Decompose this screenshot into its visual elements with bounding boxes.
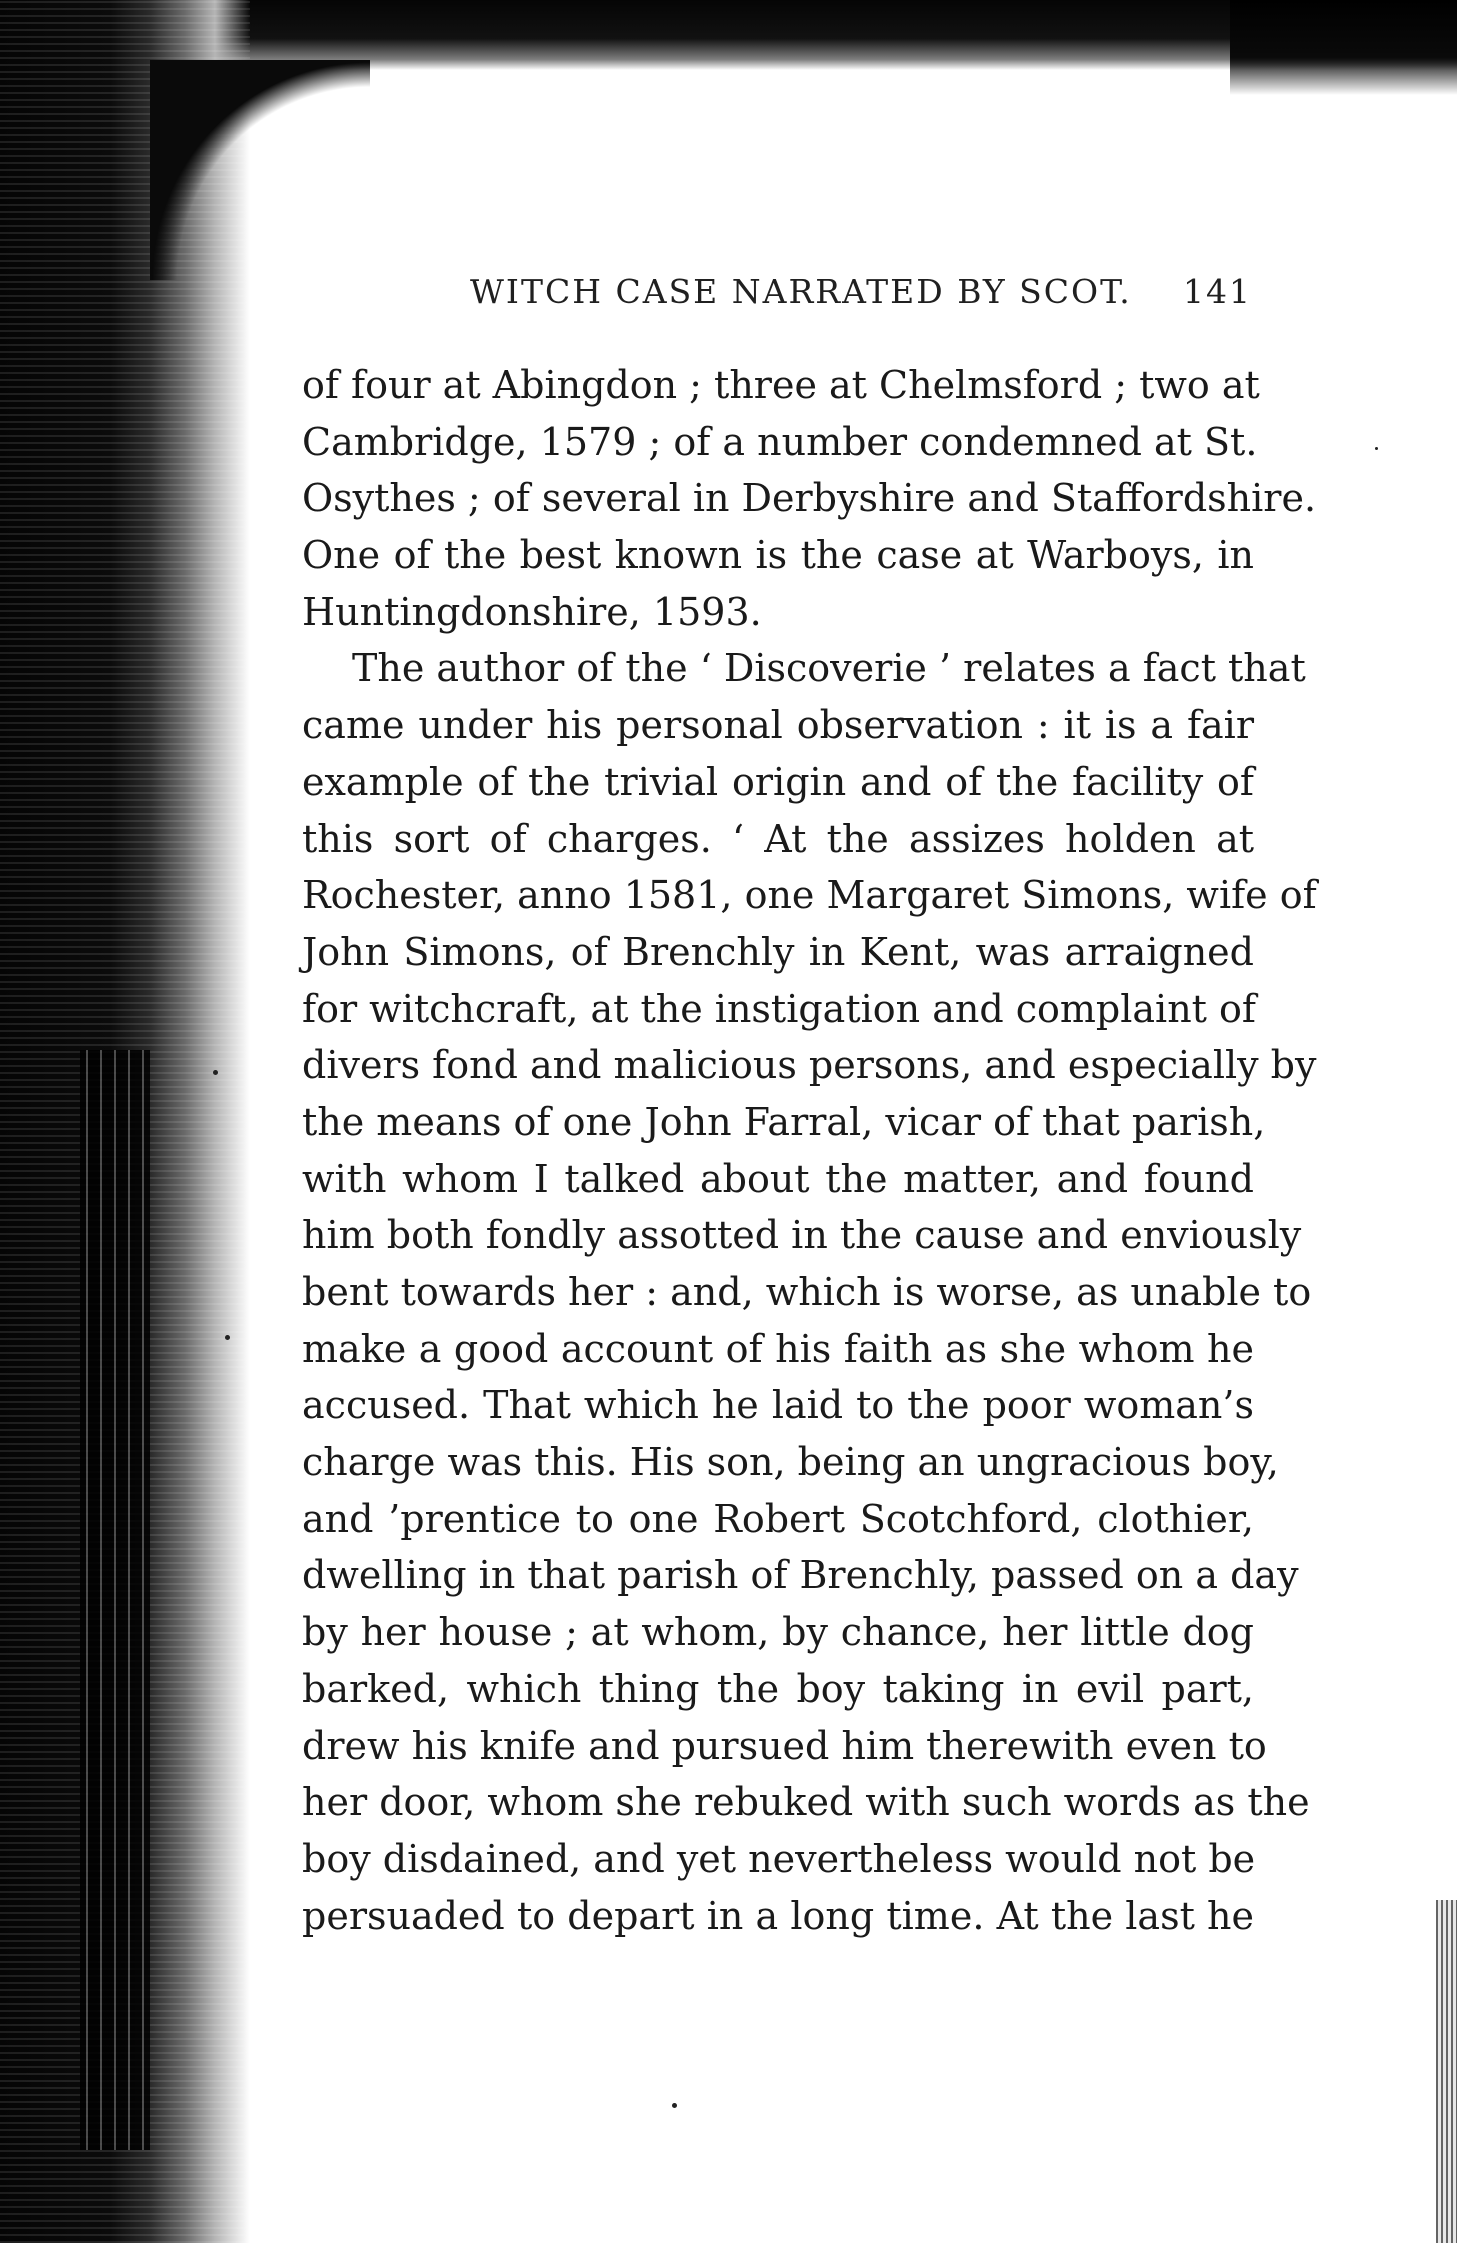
text-line: make a good account of his faith as she whom he — [302, 1326, 1254, 1371]
text-line: The author of the ‘ Discoverie ’ relates a fact that — [352, 646, 1306, 691]
text-line: Rochester, anno 1581, one Margaret Simons, wife of — [302, 873, 1317, 918]
text-line: came under his personal observation : it is a fair — [302, 703, 1254, 748]
text-line: her door, whom she rebuked with such words as the — [302, 1780, 1310, 1825]
text-line: divers fond and malicious persons, and especially by — [302, 1043, 1317, 1088]
body-text — [302, 357, 1317, 1944]
text-line: him both fondly assotted in the cause and enviously — [302, 1213, 1302, 1258]
text-line: boy disdained, and yet nevertheless would not be — [302, 1836, 1256, 1881]
text-line: dwelling in that parish of Brenchly, passed on a day — [302, 1553, 1299, 1598]
text-line: Osythes ; of several in Derbyshire and Staffordshire. — [302, 476, 1317, 521]
ink-speck — [1375, 447, 1378, 450]
scan-top-right-shadow — [1230, 0, 1457, 95]
ink-speck — [213, 1070, 218, 1075]
page-number: 141 — [1183, 272, 1252, 311]
text-line: John Simons, of Brenchly in Kent, was arraigned — [302, 929, 1254, 974]
text-line: One of the best known is the case at Warboys, in — [302, 533, 1254, 578]
text-line: Huntingdonshire, 1593. — [302, 589, 762, 634]
text-line: of four at Abingdon ; three at Chelmsford ; two at — [302, 363, 1260, 407]
text-line: with whom I talked about the matter, and found — [302, 1156, 1254, 1201]
text-line: charge was this. His son, being an ungracious boy, — [302, 1440, 1279, 1485]
text-line: and ’prentice to one Robert Scotchford, clothier, — [302, 1496, 1254, 1541]
text-line: accused. That which he laid to the poor woman’s — [302, 1383, 1254, 1428]
page-header — [300, 272, 1252, 322]
running-title: WITCH CASE NARRATED BY SCOT. — [470, 272, 1132, 311]
text-line: drew his knife and pursued him therewith even to — [302, 1723, 1267, 1768]
binding-streak — [80, 1050, 150, 2150]
text-line: example of the trivial origin and of the facility of — [302, 759, 1254, 804]
text-line: the means of one John Farral, vicar of that parish, — [302, 1099, 1266, 1144]
ink-speck — [225, 1335, 230, 1340]
text-line: persuaded to depart in a long time. At the last he — [302, 1893, 1254, 1938]
text-line: for witchcraft, at the instigation and complaint of — [302, 986, 1256, 1031]
page-corner-curve — [150, 60, 370, 280]
text-line: this sort of charges. ‘ At the assizes holden at — [302, 816, 1254, 861]
text-line: Cambridge, 1579 ; of a number condemned at St. — [302, 419, 1258, 464]
text-line: barked, which thing the boy taking in evil part, — [302, 1666, 1254, 1711]
page-right-edge — [1436, 1900, 1457, 2243]
text-line: by her house ; at whom, by chance, her little dog — [302, 1610, 1254, 1655]
ink-speck — [672, 2103, 677, 2108]
text-line: bent towards her : and, which is worse, as unable to — [302, 1270, 1312, 1314]
